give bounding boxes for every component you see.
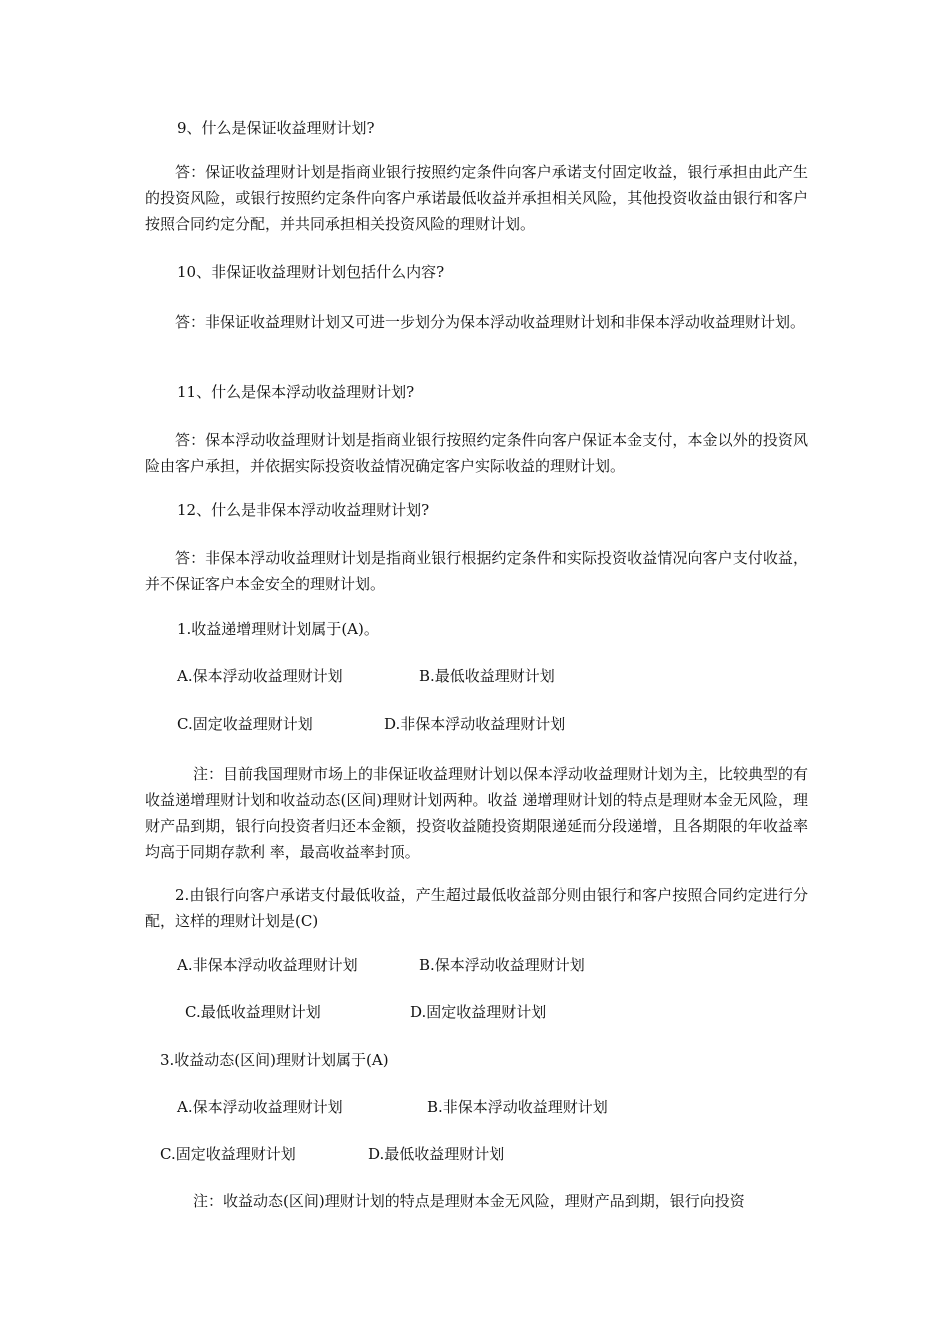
mc-3-question: 3.收益动态(区间)理财计划属于(A): [160, 1051, 389, 1069]
question-11: 11、什么是保本浮动收益理财计划?: [177, 383, 415, 401]
mc-1-option-b: B.最低收益理财计划: [419, 667, 555, 685]
mc-3-option-a: A.保本浮动收益理财计划: [177, 1098, 343, 1116]
mc-3-option-d: D.最低收益理财计划: [368, 1145, 505, 1163]
mc-1-note: 注：目前我国理财市场上的非保证收益理财计划以保本浮动收益理财计划为主，比较典型的有收益递增理财计划和收益动态(区间)理财计划两种。收益 递增理财计划的特点是理财本金无风险，理财产品到期，银行向投资者归还本金额，投资收益随投资期限递延而分段递增，且各期限的年收益率均高于同期存款利 率，最高收益率封顶。: [145, 765, 809, 861]
answer-10: 答：非保证收益理财计划又可进一步划分为保本浮动收益理财计划和非保本浮动收益理财计划。: [175, 313, 806, 331]
mc-1-option-c: C.固定收益理财计划: [177, 715, 313, 733]
mc-3-option-c: C.固定收益理财计划: [160, 1145, 296, 1163]
mc-2-option-b: B.保本浮动收益理财计划: [419, 956, 585, 974]
mc-2-question: 2.由银行向客户承诺支付最低收益，产生超过最低收益部分则由银行和客户按照合同约定进行分配，这样的理财计划是(C): [145, 886, 808, 930]
mc-3-option-b: B.非保本浮动收益理财计划: [427, 1098, 608, 1116]
mc-1-option-d: D.非保本浮动收益理财计划: [384, 715, 566, 733]
question-9: 9、什么是保证收益理财计划?: [177, 119, 375, 137]
mc-2-option-d: D.固定收益理财计划: [410, 1003, 547, 1021]
answer-12: 答：非保本浮动收益理财计划是指商业银行根据约定条件和实际投资收益情况向客户支付收益，并不保证客户本金安全的理财计划。: [145, 549, 808, 593]
mc-3-note: 注：收益动态(区间)理财计划的特点是理财本金无风险，理财产品到期，银行向投资: [193, 1192, 745, 1210]
mc-1-option-a: A.保本浮动收益理财计划: [177, 667, 343, 685]
mc-2-option-c: C.最低收益理财计划: [185, 1003, 321, 1021]
mc-1-question: 1.收益递增理财计划属于(A)。: [177, 620, 379, 638]
mc-2-option-a: A.非保本浮动收益理财计划: [177, 956, 358, 974]
answer-9: 答：保证收益理财计划是指商业银行按照约定条件向客户承诺支付固定收益，银行承担由此产生的投资风险，或银行按照约定条件向客户承诺最低收益并承担相关风险，其他投资收益由银行和客户按照合同约定分配，并共同承担相关投资风险的理财计划。: [145, 163, 808, 233]
question-12: 12、什么是非保本浮动收益理财计划?: [177, 501, 430, 519]
question-10: 10、非保证收益理财计划包括什么内容?: [177, 263, 445, 281]
answer-11: 答：保本浮动收益理财计划是指商业银行按照约定条件向客户保证本金支付，本金以外的投资风险由客户承担，并依据实际投资收益情况确定客户实际收益的理财计划。: [145, 431, 808, 475]
